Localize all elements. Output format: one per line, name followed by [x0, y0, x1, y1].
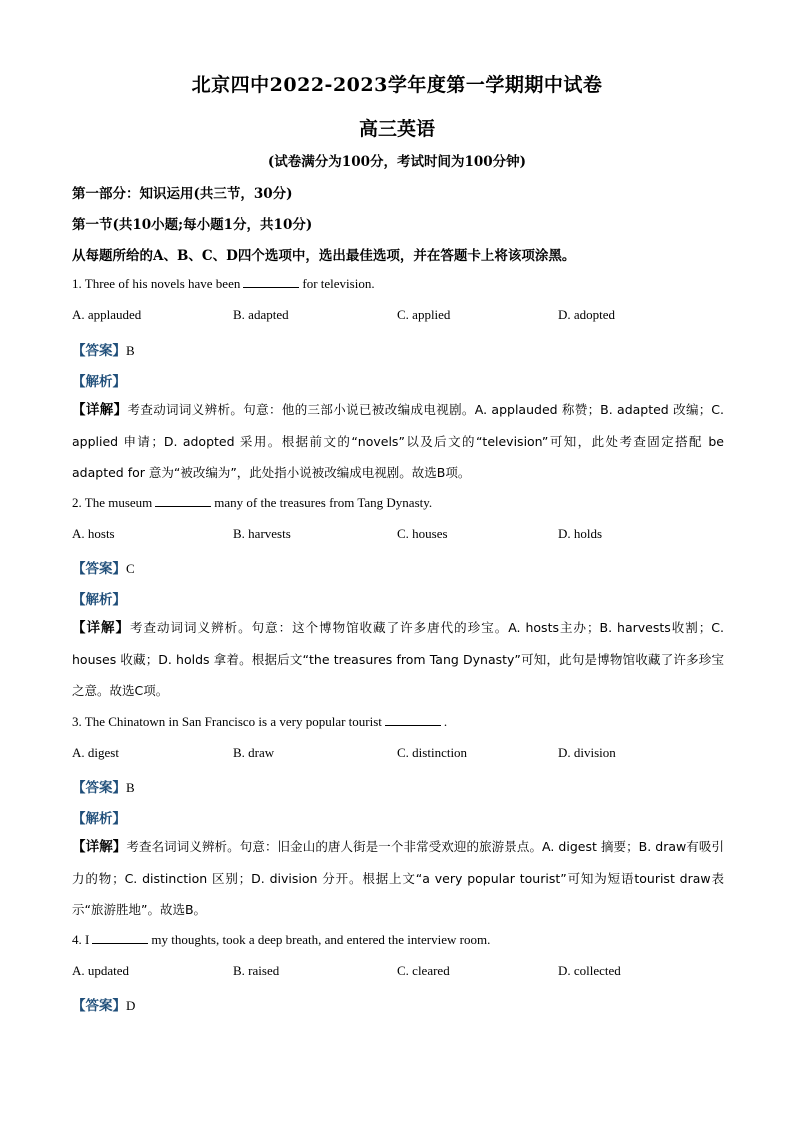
answer-line — [72, 776, 732, 796]
option-d: D. division — [558, 745, 616, 760]
exam-subject: 高三英语 — [358, 118, 435, 140]
analysis-label: 【解析】 — [72, 811, 126, 827]
answer-line — [72, 339, 732, 359]
answer-label: 【答案】 — [72, 780, 126, 796]
answer-value: B — [126, 343, 135, 358]
option-c: C. cleared — [397, 963, 450, 978]
option-c: C. houses — [397, 526, 448, 541]
option-a: A. applauded — [72, 307, 142, 322]
answer-value: B — [126, 780, 135, 795]
option-a: A. updated — [72, 963, 130, 978]
answer-value: D — [126, 998, 136, 1013]
option-a: A. hosts — [72, 526, 115, 541]
question-2-stem: 2. The museum many of the treasures from Tang Dynasty. — [72, 495, 433, 510]
answer-blank — [385, 714, 441, 726]
answer-blank — [155, 495, 211, 507]
question-1-stem: 1. Three of his novels have been for television. — [72, 276, 375, 291]
option-b: B. raised — [233, 963, 280, 978]
option-b: B. harvests — [233, 526, 291, 541]
detail-paragraph: 【详解】考查动词词义辨析。句意：这个博物馆收藏了许多唐代的珍宝。A. hosts主办；B. harvests收割；C. houses 收藏；D. holds 拿着。根据后文“the treasures from Tang Dynasty”可知，此句是博物馆收藏了许多珍宝之意。故选C项。 — [72, 620, 724, 698]
option-b: B. draw — [233, 745, 275, 760]
section-instruction: 从每题所给的A、B、C、D四个选项中，选出最佳选项，并在答题卡上将该项涂黑。 — [72, 248, 576, 264]
option-b: B. adapted — [233, 307, 289, 322]
answer-label: 【答案】 — [72, 343, 126, 359]
part-heading: 第一部分：知识运用(共三节，30分) — [72, 186, 293, 202]
detail-paragraph: 【详解】考查名词词义辨析。句意：旧金山的唐人街是一个非常受欢迎的旅游景点。A. digest 摘要；B. draw有吸引力的物；C. distinction 区别；D. division 分开。根据上文“a very popular tourist”可知为短语tourist draw表示“旅游胜地”。故选B。 — [72, 839, 724, 917]
analysis-label: 【解析】 — [72, 374, 126, 390]
option-c: C. distinction — [397, 745, 468, 760]
analysis-label: 【解析】 — [72, 592, 126, 608]
answer-value: C — [126, 561, 135, 576]
answer-blank — [92, 932, 148, 944]
detail-label: 【详解】 — [72, 402, 128, 418]
answer-label: 【答案】 — [72, 561, 126, 577]
answer-blank — [243, 276, 299, 288]
option-a: A. digest — [72, 745, 119, 760]
option-d: D. holds — [558, 526, 603, 541]
option-d: D. collected — [558, 963, 621, 978]
detail-paragraph: 【详解】考查动词词义辨析。句意：他的三部小说已被改编成电视剧。A. applauded 称赞；B. adapted 改编；C. applied 申请；D. adopted 采用。根据前文的“novels”以及后文的“television”可知，此处考查固定搭配 be adapted for 意为“被改编为”，此处指小说被改编成电视剧。故选B项。 — [72, 402, 725, 480]
section-heading: 第一节(共10小题;每小题1分，共10分) — [72, 217, 313, 233]
option-d: D. adopted — [558, 307, 616, 322]
question-4-stem: 4. I my thoughts, took a deep breath, and entered the interview room. — [72, 932, 491, 947]
exam-title: 北京四中2022-2023学年度第一学期期中试卷 — [191, 74, 603, 96]
detail-label: 【详解】 — [72, 620, 131, 636]
option-c: C. applied — [397, 307, 451, 322]
detail-label: 【详解】 — [72, 839, 127, 855]
answer-line — [72, 557, 732, 577]
exam-note: (试卷满分为100分，考试时间为100分钟) — [267, 154, 527, 170]
answer-line — [72, 994, 732, 1014]
question-3-stem: 3. The Chinatown in San Francisco is a very popular tourist . — [72, 714, 448, 729]
answer-label: 【答案】 — [72, 998, 126, 1014]
